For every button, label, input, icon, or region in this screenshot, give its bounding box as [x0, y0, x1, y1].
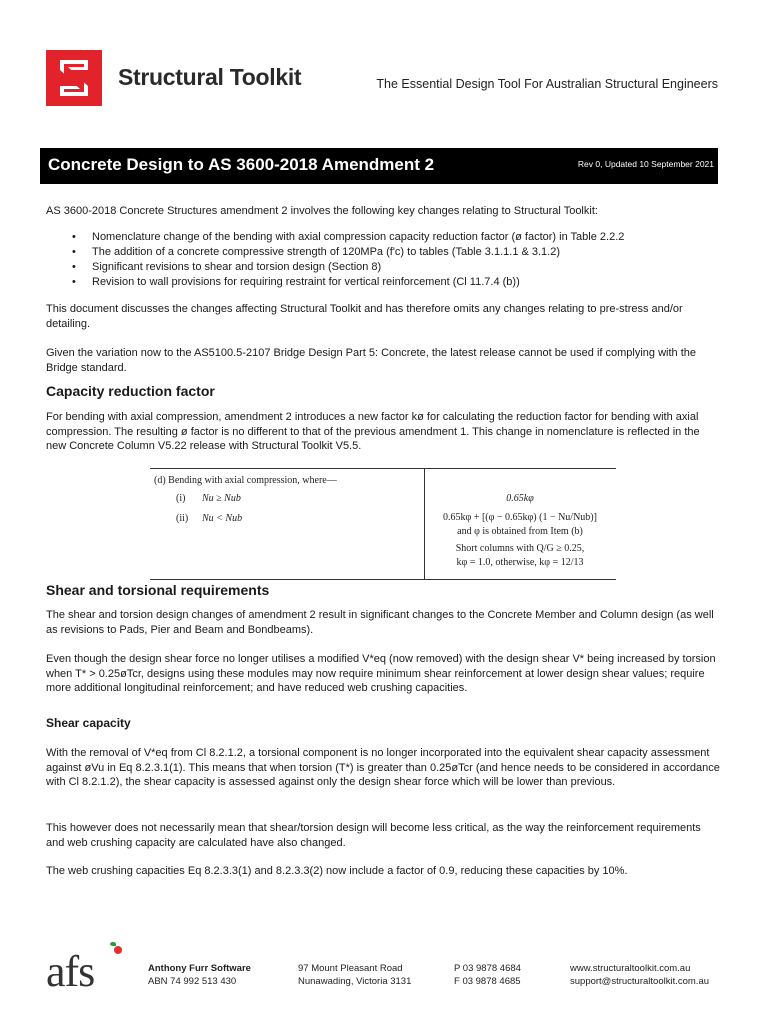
- list-item: • Revision to wall provisions for requiring restraint for vertical reinforcement (Cl 11.7.4 (b)): [46, 275, 722, 290]
- company-name: Anthony Furr Software: [148, 963, 251, 974]
- shear-capacity-heading: Shear capacity: [46, 716, 131, 730]
- brand-name: Structural Toolkit: [118, 64, 302, 90]
- row-value: and φ is obtained from Item (b): [457, 526, 583, 537]
- row-condition: Nu ≥ Nub: [202, 493, 241, 504]
- row-value: kφ = 1.0, otherwise, kφ = 12/13: [456, 557, 584, 568]
- website-link[interactable]: www.structuraltoolkit.com.au: [570, 963, 691, 974]
- list-item: • Nomenclature change of the bending with axial compression capacity reduction factor (ø factor) in Table 2.2.2: [46, 230, 722, 245]
- row-number: (ii): [176, 513, 189, 524]
- row-number: (i): [176, 493, 186, 504]
- page-footer: [0, 940, 768, 1024]
- revision-note: Rev 0, Updated 10 September 2021: [577, 159, 714, 169]
- intro-paragraph: AS 3600-2018 Concrete Structures amendment 2 involves the following key changes relating to Structural Toolkit:: [46, 205, 598, 217]
- fax-number: F 03 9878 4685: [454, 976, 521, 987]
- company-abn: ABN 74 992 513 430: [148, 976, 237, 987]
- footer-address: [298, 962, 411, 988]
- afs-logo: afs: [46, 947, 95, 996]
- row-condition: Nu < Nub: [202, 513, 243, 524]
- omits-paragraph: This document discusses the changes affecting Structural Toolkit and has therefore omits any changes relating to pre-stress and/or detailing.: [46, 303, 683, 330]
- list-item: • The addition of a concrete compressive strength of 120MPa (f'c) to tables (Table 3.1.1.1 & 3.1.2): [46, 245, 722, 260]
- capacity-paragraph: For bending with axial compression, amendment 2 introduces a new factor kø for calculating the reduction factor for bending with axial compression. The resulting ø factor is no different to that of the previous amendment 1. This change in nomenclature is reflected in the new Concrete Column V5.22 release with Structural Toolkit V5.5.: [46, 411, 700, 452]
- shear-paragraph-2: Even though the design shear force no longer utilises a modified V*eq (now removed) with the design shear V* being increased by torsion when T* > 0.25øTcr, designs using these modules may now require minimum shear reinforcement at lower design shear values; require more additional longitudinal reinforcement; and have reduced web crushing capacities.: [46, 653, 716, 694]
- address-line: 97 Mount Pleasant Road: [298, 963, 403, 974]
- shear-capacity-paragraph-1: With the removal of V*eq from Cl 8.2.1.2, a torsional component is no longer incorporated into the equivalent shear capacity assessment against øVu in Eq 8.2.3.1(1). This means that when torsion (T*) is greater than 0.25øTcr (and hence needs to be considered in accordance with Cl 8.2.1.2), the shear capacity is assessed against only the design shear force which will be lower than previous.: [46, 747, 720, 788]
- document-title: Concrete Design to AS 3600-2018 Amendment 2: [48, 155, 435, 174]
- structural-toolkit-logo-icon: [46, 50, 102, 106]
- phone-number: P 03 9878 4684: [454, 963, 521, 974]
- shear-capacity-paragraph-3: The web crushing capacities Eq 8.2.3.3(1) and 8.2.3.3(2) now include a factor of 0.9, reducing these capacities by 10%.: [46, 865, 628, 877]
- capacity-reduction-table: [150, 468, 616, 580]
- key-changes-list: [46, 230, 722, 290]
- table-heading: (d) Bending with axial compression, where—: [154, 475, 337, 486]
- bridge-paragraph: Given the variation now to the AS5100.5-2107 Bridge Design Part 5: Concrete, the latest release cannot be used if complying with the Bridge standard.: [46, 347, 696, 374]
- row-value: Short columns with Q/G ≥ 0.25,: [455, 543, 585, 554]
- email-link[interactable]: support@structuraltoolkit.com.au: [570, 976, 710, 987]
- shear-paragraph-1: The shear and torsion design changes of amendment 2 result in significant changes to the Concrete Member and Column design (as well as revisions to Pads, Pier and Beam and Bondbeams).: [46, 609, 714, 636]
- footer-contact: [570, 962, 709, 988]
- footer-company: [148, 962, 251, 988]
- shear-heading: Shear and torsional requirements: [46, 582, 270, 598]
- list-item: • Significant revisions to shear and torsion design (Section 8): [46, 260, 722, 275]
- footer-phone: [454, 962, 521, 988]
- berry-icon: [114, 946, 122, 954]
- leaf-icon: [110, 942, 116, 946]
- title-bar: [40, 148, 718, 184]
- shear-capacity-paragraph-2: This however does not necessarily mean that shear/torsion design will become less critical, as the way the reinforcement requirements and web crushing capacity are calculated have also changed.: [46, 822, 701, 849]
- page-header: [0, 0, 768, 130]
- tagline: The Essential Design Tool For Australian Structural Engineers: [376, 77, 718, 91]
- row-value: 0.65kφ: [506, 493, 534, 504]
- capacity-heading: Capacity reduction factor: [46, 383, 215, 399]
- address-line: Nunawading, Victoria 3131: [298, 976, 412, 987]
- row-value: 0.65kφ + [(φ − 0.65kφ) (1 − Nu/Nub)]: [443, 512, 597, 523]
